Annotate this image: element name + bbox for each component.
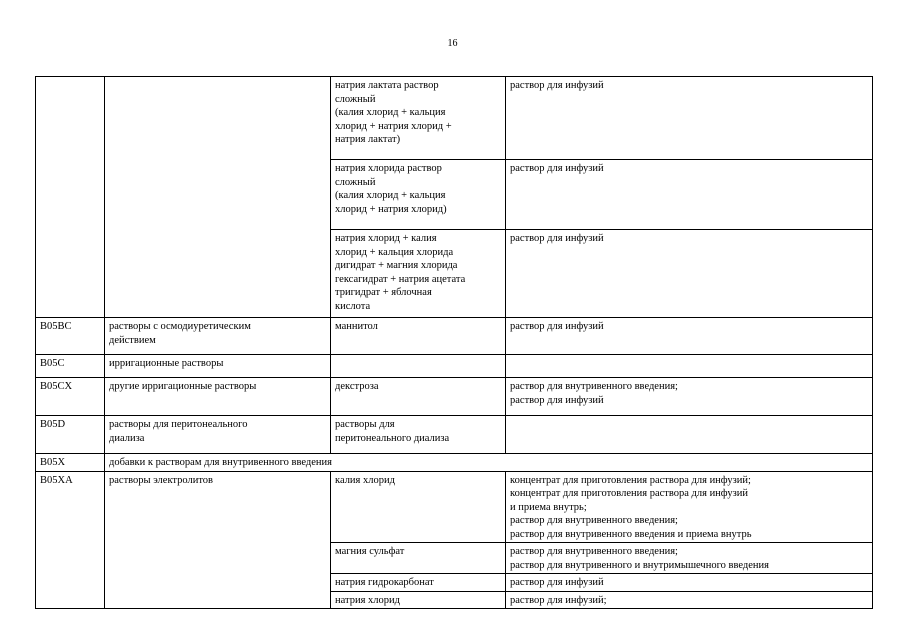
dosage-form-cell: концентрат для приготовления раствора для инфузий; концентрат для приготовления раствора для инфузий и приема внутрь; раствор для внутривенного введения; раствор для внутривенного введения и приема внутрь xyxy=(506,471,873,543)
drug-name-cell: магния сульфат xyxy=(331,543,506,574)
pharmacological-group-cell xyxy=(105,77,331,318)
drug-classification-table xyxy=(35,76,873,609)
dosage-form-cell: раствор для инфузий; xyxy=(506,591,873,609)
atc-code-cell: B05CX xyxy=(36,378,105,416)
atc-code-cell: B05X xyxy=(36,454,105,472)
dosage-form-cell: раствор для инфузий xyxy=(506,77,873,160)
drug-name-cell: растворы для перитонеального диализа xyxy=(331,416,506,454)
dosage-form-cell xyxy=(506,416,873,454)
atc-code-cell xyxy=(36,77,105,318)
dosage-form-cell: раствор для инфузий xyxy=(506,318,873,355)
dosage-form-cell: раствор для инфузий xyxy=(506,574,873,592)
drug-name-cell xyxy=(331,355,506,378)
drug-name-cell: натрия гидрокарбонат xyxy=(331,574,506,592)
table-row xyxy=(36,378,873,416)
table-row xyxy=(36,416,873,454)
table-row xyxy=(36,318,873,355)
atc-code-cell: B05BC xyxy=(36,318,105,355)
pharmacological-group-cell: растворы электролитов xyxy=(105,471,331,609)
pharmacological-group-cell: другие ирригационные растворы xyxy=(105,378,331,416)
table-row xyxy=(36,471,873,543)
pharmacological-group-cell: добавки к растворам для внутривенного введения xyxy=(105,454,873,472)
drug-name-cell: натрия хлорид xyxy=(331,591,506,609)
page-number: 16 xyxy=(447,38,458,49)
table-row xyxy=(36,355,873,378)
drug-name-cell: натрия хлорида раствор сложный (калия хлорид + кальция хлорид + натрия хлорид) xyxy=(331,160,506,230)
drug-name-cell: натрия лактата раствор сложный (калия хлорид + кальция хлорид + натрия хлорид + натрия лактат) xyxy=(331,77,506,160)
atc-code-cell: B05D xyxy=(36,416,105,454)
drug-name-cell: калия хлорид xyxy=(331,471,506,543)
table-row xyxy=(36,454,873,472)
table-row xyxy=(36,77,873,160)
dosage-form-cell: раствор для инфузий xyxy=(506,160,873,230)
dosage-form-cell: раствор для инфузий xyxy=(506,230,873,318)
atc-code-cell: B05XA xyxy=(36,471,105,609)
pharmacological-group-cell: растворы с осмодиуретическим действием xyxy=(105,318,331,355)
pharmacological-group-cell: растворы для перитонеального диализа xyxy=(105,416,331,454)
dosage-form-cell: раствор для внутривенного введения; раствор для внутривенного и внутримышечного введения xyxy=(506,543,873,574)
dosage-form-cell xyxy=(506,355,873,378)
atc-code-cell: B05C xyxy=(36,355,105,378)
dosage-form-cell: раствор для внутривенного введения; раствор для инфузий xyxy=(506,378,873,416)
drug-name-cell: натрия хлорид + калия хлорид + кальция хлорида дигидрат + магния хлорида гексагидрат + натрия ацетата тригидрат + яблочная кислота xyxy=(331,230,506,318)
drug-name-cell: маннитол xyxy=(331,318,506,355)
drug-name-cell: декстроза xyxy=(331,378,506,416)
pharmacological-group-cell: ирригационные растворы xyxy=(105,355,331,378)
